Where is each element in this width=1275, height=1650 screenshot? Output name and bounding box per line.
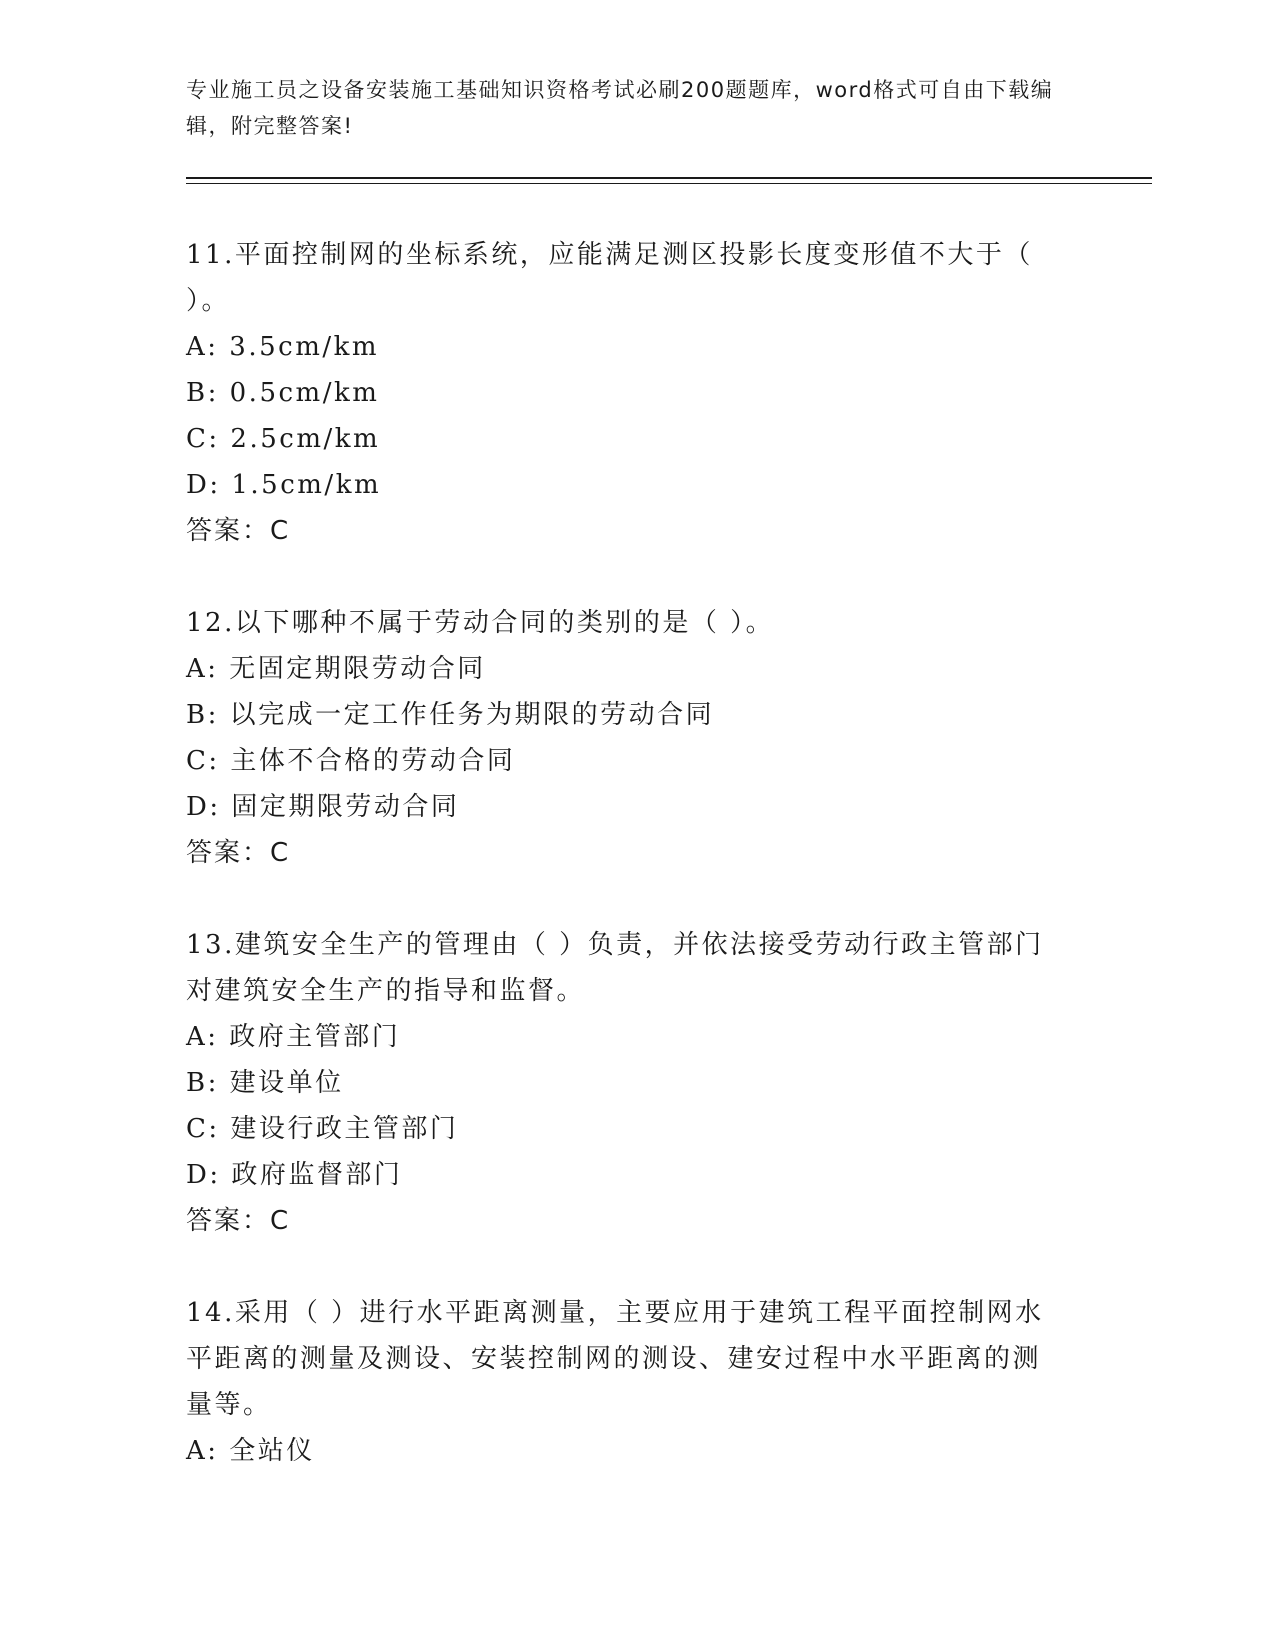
option-a: A: 3.5cm/km	[186, 332, 380, 362]
option-a: A: 全站仪	[186, 1436, 315, 1466]
question-list	[186, 232, 1066, 1520]
option-a: A: 无固定期限劳动合同	[186, 654, 486, 684]
document-header: 专业施工员之设备安装施工基础知识资格考试必刷200题题库，word格式可自由下载编辑，附完整答案!	[186, 78, 1054, 138]
answer-line: 答案：C	[186, 838, 291, 868]
answer-line: 答案：C	[186, 516, 291, 546]
option-c: C: 主体不合格的劳动合同	[186, 746, 516, 776]
option-d: D: 1.5cm/km	[186, 470, 382, 500]
question-text: 13.建筑安全生产的管理由（ ）负责，并依法接受劳动行政主管部门对建筑安全生产的指导和监督。	[186, 930, 1044, 1006]
answer-line: 答案：C	[186, 1206, 291, 1236]
question-text: 11.平面控制网的坐标系统，应能满足测区投影长度变形值不大于（ ）。	[186, 240, 1033, 316]
question-text: 12.以下哪种不属于劳动合同的类别的是（ ）。	[186, 608, 775, 638]
question-11	[186, 232, 1066, 554]
question-text: 14.采用（ ）进行水平距离测量，主要应用于建筑工程平面控制网水平距离的测量及测设、安装控制网的测设、建安过程中水平距离的测量等。	[186, 1298, 1044, 1420]
question-13	[186, 922, 1066, 1244]
option-b: B: 建设单位	[186, 1068, 344, 1098]
option-a: A: 政府主管部门	[186, 1022, 401, 1052]
option-c: C: 建设行政主管部门	[186, 1114, 459, 1144]
option-b: B: 以完成一定工作任务为期限的劳动合同	[186, 700, 715, 730]
header-rule-thick	[186, 177, 1152, 179]
option-d: D: 固定期限劳动合同	[186, 792, 460, 822]
question-12	[186, 600, 1066, 876]
option-b: B: 0.5cm/km	[186, 378, 380, 408]
option-d: D: 政府监督部门	[186, 1160, 403, 1190]
option-c: C: 2.5cm/km	[186, 424, 381, 454]
question-14	[186, 1290, 1066, 1474]
header-rule-thin	[186, 183, 1152, 184]
